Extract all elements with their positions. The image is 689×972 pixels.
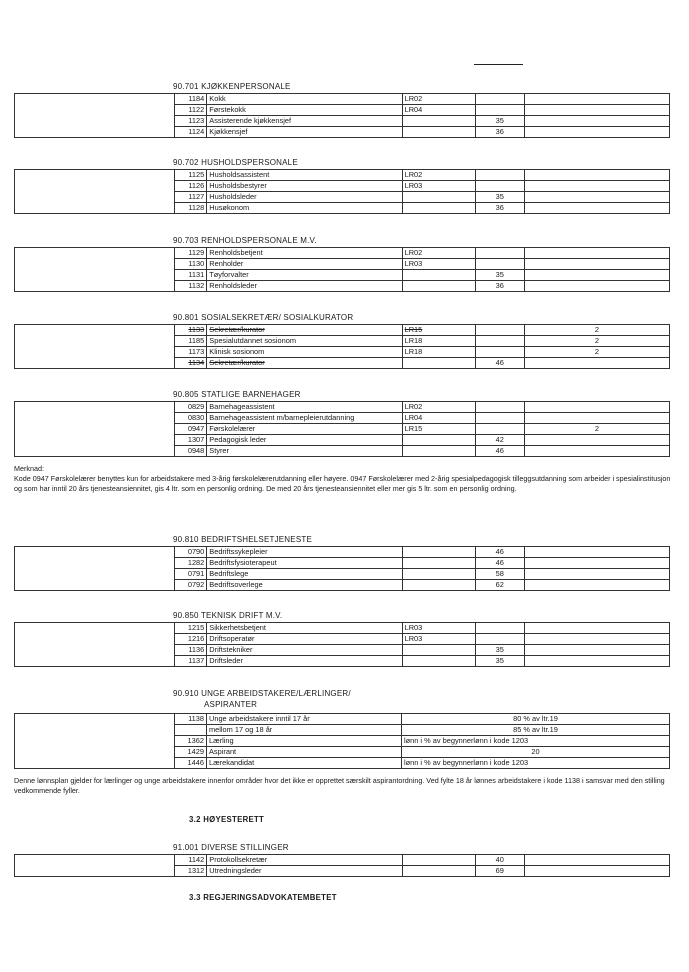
code-cell: 1429 (175, 747, 207, 758)
lr-cell (402, 645, 475, 656)
code-cell: 1137 (175, 656, 207, 667)
table-row (15, 855, 670, 866)
ltr-cell: 35 (475, 645, 524, 656)
table-row (15, 547, 670, 558)
spec-cell: 2 (524, 325, 669, 336)
ltr-cell (475, 336, 524, 347)
title-cell: Pedagogisk leder (207, 435, 402, 446)
title-cell: Styrer (207, 446, 402, 457)
spec-cell (524, 435, 669, 446)
table-row (15, 656, 670, 667)
table-row (15, 725, 670, 736)
section-title-sosialsekretaer: 90.801 SOSIALSEKRETÆR/ SOSIALKURATOR (173, 313, 354, 322)
section-title-diverse-stillinger: 91.001 DIVERSE STILLINGER (173, 843, 289, 852)
table-husholdspersonale (14, 169, 670, 214)
ltr-cell (475, 424, 524, 435)
title-cell: Bedriftsfysioterapeut (207, 558, 402, 569)
section-title-barnehager: 90.805 STATLIGE BARNEHAGER (173, 390, 301, 399)
lr-cell (402, 192, 475, 203)
code-cell: 0829 (175, 402, 207, 413)
spec-cell (524, 402, 669, 413)
title-cell: Sekretær/kurator (207, 358, 402, 369)
lr-cell (402, 270, 475, 281)
ltr-cell: 62 (475, 580, 524, 591)
title-cell: Renholdsleder (207, 281, 402, 292)
section-subtitle-aspiranter: ASPIRANTER (204, 700, 258, 709)
heading-regjeringsadvokatembetet: 3.3 REGJERINGSADVOKATEMBETET (189, 893, 337, 902)
table-row (15, 181, 670, 192)
spec-cell: 2 (524, 336, 669, 347)
code-cell: 1138 (175, 714, 207, 725)
ltr-cell (475, 181, 524, 192)
table-renholdspersonale (14, 247, 670, 292)
table-row (15, 634, 670, 645)
title-cell: Tøyforvalter (207, 270, 402, 281)
lr-cell (402, 358, 475, 369)
ltr-cell: 69 (475, 866, 524, 877)
lr-cell (402, 127, 475, 138)
table-teknisk-drift (14, 622, 670, 667)
spec-cell (524, 170, 669, 181)
lr-cell (402, 547, 475, 558)
code-cell: 0791 (175, 569, 207, 580)
code-cell: 1184 (175, 94, 207, 105)
spec-cell (524, 358, 669, 369)
table-row (15, 446, 670, 457)
spec-cell (524, 446, 669, 457)
code-cell: 1307 (175, 435, 207, 446)
title-cell: Husholdsbestyrer (207, 181, 402, 192)
table-row (15, 358, 670, 369)
section-title-bedriftshelse: 90.810 BEDRIFTSHELSETJENESTE (173, 535, 312, 544)
table-row (15, 325, 670, 336)
table-unge-arbeidstakere (14, 713, 670, 769)
title-cell: Bedriftslege (207, 569, 402, 580)
spec-cell (524, 105, 669, 116)
table-row (15, 645, 670, 656)
lr-cell (402, 281, 475, 292)
title-cell: Bedriftssykepleier (207, 547, 402, 558)
code-cell: 1128 (175, 203, 207, 214)
table-row (15, 623, 670, 634)
table-row (15, 127, 670, 138)
ltr-cell: 46 (475, 446, 524, 457)
title-cell: Driftsleder (207, 656, 402, 667)
title-cell: Renholdsbetjent (207, 248, 402, 259)
ltr-cell: 36 (475, 127, 524, 138)
ltr-cell (475, 634, 524, 645)
code-cell: 1124 (175, 127, 207, 138)
code-cell: 1133 (175, 325, 207, 336)
ltr-cell: 35 (475, 656, 524, 667)
lr-cell: LR03 (402, 259, 475, 270)
title-cell: Klinisk sosionom (207, 347, 402, 358)
section-title-kjokkenpersonale: 90.701 KJØKKENPERSONALE (173, 82, 291, 91)
title-cell: Førskolelærer (207, 424, 402, 435)
table-row (15, 105, 670, 116)
code-cell: 1129 (175, 248, 207, 259)
spec-cell (524, 203, 669, 214)
spec-cell (524, 558, 669, 569)
lr-cell (402, 446, 475, 457)
table-row (15, 558, 670, 569)
lr-cell: LR15 (402, 325, 475, 336)
lr-cell: LR03 (402, 623, 475, 634)
spec-cell (524, 634, 669, 645)
table-row (15, 170, 670, 181)
table-row (15, 580, 670, 591)
spec-cell: 2 (524, 347, 669, 358)
code-cell: 1142 (175, 855, 207, 866)
code-cell: 1132 (175, 281, 207, 292)
spec-cell (524, 580, 669, 591)
table-row (15, 424, 670, 435)
table-row (15, 94, 670, 105)
lr-cell: LR02 (402, 248, 475, 259)
code-cell: 1125 (175, 170, 207, 181)
title-cell: Aspirant (207, 747, 402, 758)
pay-cell: lønn i % av begynnerlønn i kode 1203 (402, 758, 670, 769)
lr-cell: LR03 (402, 634, 475, 645)
table-row (15, 747, 670, 758)
code-cell: 1173 (175, 347, 207, 358)
spec-cell (524, 413, 669, 424)
code-cell: 1122 (175, 105, 207, 116)
code-cell: 1362 (175, 736, 207, 747)
lr-cell: LR02 (402, 402, 475, 413)
spec-cell (524, 866, 669, 877)
lr-cell (402, 580, 475, 591)
table-barnehager (14, 401, 670, 457)
lr-cell (402, 569, 475, 580)
spec-cell (524, 855, 669, 866)
pay-cell: 20 (402, 747, 670, 758)
ltr-cell: 36 (475, 203, 524, 214)
title-cell: Driftsoperatør (207, 634, 402, 645)
table-row (15, 248, 670, 259)
lr-cell (402, 558, 475, 569)
spec-cell (524, 547, 669, 558)
code-cell: 1131 (175, 270, 207, 281)
code-cell: 1312 (175, 866, 207, 877)
lr-cell: LR04 (402, 413, 475, 424)
code-cell: 1126 (175, 181, 207, 192)
spec-cell (524, 259, 669, 270)
table-sosialsekretaer (14, 324, 670, 369)
table-row (15, 116, 670, 127)
spec-cell (524, 248, 669, 259)
pay-cell: lønn i % av begynnerlønn i kode 1203 (402, 736, 670, 747)
title-cell: Bedriftsoverlege (207, 580, 402, 591)
table-row (15, 259, 670, 270)
code-cell: 1282 (175, 558, 207, 569)
ltr-cell (475, 347, 524, 358)
title-cell: Protokollsekretær (207, 855, 402, 866)
ltr-cell (475, 94, 524, 105)
note-unge-arbeidstakere: Denne lønnsplan gjelder for lærlinger og unge arbeidstakere innenfor områder hvor det ikke er opprettet særskilt aspirantordning. Ved fylte 18 år lønnes arbeidstakere i kode 1138 i samsvar med den stilling vedkommende fyller. (14, 776, 665, 795)
table-diverse-stillinger (14, 854, 670, 877)
ltr-cell: 40 (475, 855, 524, 866)
ltr-cell (475, 325, 524, 336)
ltr-cell (475, 259, 524, 270)
code-cell: 0830 (175, 413, 207, 424)
code-cell (175, 725, 207, 736)
table-row (15, 347, 670, 358)
lr-cell: LR15 (402, 424, 475, 435)
table-kjokkenpersonale (14, 93, 670, 138)
spec-cell (524, 270, 669, 281)
lr-cell: LR18 (402, 336, 475, 347)
spec-cell (524, 281, 669, 292)
title-cell: Spesialutdannet sosionom (207, 336, 402, 347)
lr-cell (402, 203, 475, 214)
title-cell: Assisterende kjøkkensjef (207, 116, 402, 127)
lr-cell: LR02 (402, 170, 475, 181)
ltr-cell: 35 (475, 116, 524, 127)
title-cell: Barnehageassistent (207, 402, 402, 413)
section-title-renholdspersonale: 90.703 RENHOLDSPERSONALE M.V. (173, 236, 317, 245)
ltr-cell (475, 402, 524, 413)
title-cell: Driftstekniker (207, 645, 402, 656)
table-row (15, 736, 670, 747)
ltr-cell: 46 (475, 558, 524, 569)
table-row (15, 435, 670, 446)
section-title-husholdspersonale: 90.702 HUSHOLDSPERSONALE (173, 158, 298, 167)
lr-cell (402, 656, 475, 667)
pay-cell: 80 % av ltr.19 (402, 714, 670, 725)
note-barnehager: Kode 0947 Førskolelærer benyttes kun for arbeidstakere med 3-årig førskolelærerutdanning eller høyere. 0947 Førskolelærer med 2-årig spesialpedagogisk tilleggsutdanning som arbeider i spesialinstitusjon og som har inntil 20 års tjenesteansiennitet, gis 4 ltr. som en personlig ordning. De med 20 års tjenesteansiennitet eller mer gis 5 ltr. som en personlig ordning. (14, 474, 671, 493)
title-cell: Sikkerhetsbetjent (207, 623, 402, 634)
code-cell: 1215 (175, 623, 207, 634)
lr-cell (402, 866, 475, 877)
code-cell: 1127 (175, 192, 207, 203)
code-cell: 1216 (175, 634, 207, 645)
spec-cell (524, 656, 669, 667)
spec-cell (524, 569, 669, 580)
title-cell: Renholder (207, 259, 402, 270)
lr-cell (402, 116, 475, 127)
lr-cell (402, 435, 475, 446)
table-row (15, 192, 670, 203)
lr-cell (402, 855, 475, 866)
code-cell: 1446 (175, 758, 207, 769)
title-cell: mellom 17 og 18 år (207, 725, 402, 736)
table-row (15, 270, 670, 281)
spec-cell (524, 192, 669, 203)
spec-cell (524, 116, 669, 127)
table-bedriftshelse (14, 546, 670, 591)
pay-cell: 85 % av ltr.19 (402, 725, 670, 736)
code-cell: 1123 (175, 116, 207, 127)
code-cell: 0947 (175, 424, 207, 435)
spec-cell (524, 645, 669, 656)
code-cell: 0792 (175, 580, 207, 591)
title-cell: Husholdsassistent (207, 170, 402, 181)
table-row (15, 569, 670, 580)
title-cell: Unge arbeidstakere inntil 17 år (207, 714, 402, 725)
ltr-cell (475, 623, 524, 634)
title-cell: Lærekandidat (207, 758, 402, 769)
table-row (15, 402, 670, 413)
ltr-cell (475, 248, 524, 259)
title-cell: Kjøkkensjef (207, 127, 402, 138)
title-cell: Lærling (207, 736, 402, 747)
spec-cell: 2 (524, 424, 669, 435)
table-row (15, 203, 670, 214)
table-row (15, 413, 670, 424)
table-row (15, 336, 670, 347)
table-row (15, 866, 670, 877)
ltr-cell: 42 (475, 435, 524, 446)
code-cell: 1136 (175, 645, 207, 656)
title-cell: Sekretær/kurator (207, 325, 402, 336)
spec-cell (524, 181, 669, 192)
title-cell: Førstekokk (207, 105, 402, 116)
spec-cell (524, 623, 669, 634)
code-cell: 1134 (175, 358, 207, 369)
heading-hoyesterett: 3.2 HØYESTERETT (189, 815, 265, 824)
ltr-cell: 36 (475, 281, 524, 292)
ltr-cell: 46 (475, 358, 524, 369)
title-cell: Husøkonom (207, 203, 402, 214)
code-cell: 0790 (175, 547, 207, 558)
section-title-teknisk-drift: 90.850 TEKNISK DRIFT M.V. (173, 611, 283, 620)
ltr-cell (475, 105, 524, 116)
note-label: Merknad: (14, 464, 44, 473)
ltr-cell (475, 413, 524, 424)
title-cell: Kokk (207, 94, 402, 105)
ltr-cell: 35 (475, 270, 524, 281)
table-row (15, 714, 670, 725)
code-cell: 1185 (175, 336, 207, 347)
ltr-cell: 46 (475, 547, 524, 558)
lr-cell: LR04 (402, 105, 475, 116)
table-row (15, 758, 670, 769)
lr-cell: LR03 (402, 181, 475, 192)
ltr-cell (475, 170, 524, 181)
section-title-unge-arbeidstakere: 90.910 UNGE ARBEIDSTAKERE/LÆRLINGER/ (173, 689, 351, 698)
spec-cell (524, 127, 669, 138)
ltr-cell: 58 (475, 569, 524, 580)
code-cell: 0948 (175, 446, 207, 457)
lr-cell: LR18 (402, 347, 475, 358)
title-cell: Utredningsleder (207, 866, 402, 877)
lr-cell: LR02 (402, 94, 475, 105)
code-cell: 1130 (175, 259, 207, 270)
table-row (15, 281, 670, 292)
ltr-cell: 35 (475, 192, 524, 203)
title-cell: Barnehageassistent m/barnepleierutdanning (207, 413, 402, 424)
title-cell: Husholdsleder (207, 192, 402, 203)
top-rule (474, 64, 523, 65)
spec-cell (524, 94, 669, 105)
